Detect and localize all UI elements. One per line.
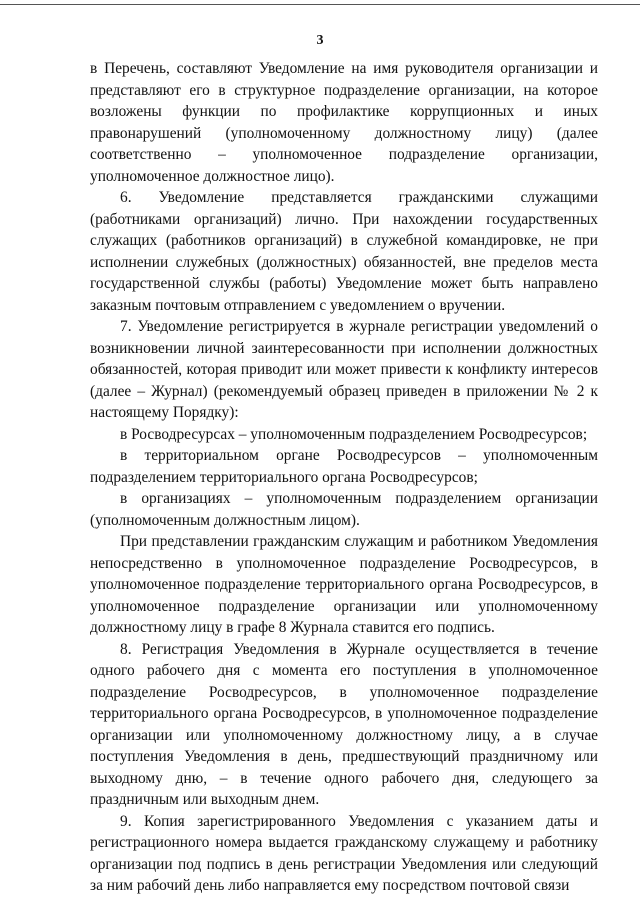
page-number: 3 (316, 33, 324, 48)
paragraph-item-9: 9. Копия зарегистрированного Уведомления с указанием даты и регистрационного номера выдается гражданскому служащему и работнику организации под подпись в день регистрации Уведомления или следующий за ним рабочий день либо направляется ему посредством почтовой связи (90, 812, 598, 894)
paragraph-item-8: 8. Регистрация Уведомления в Журнале осуществляется в течение одного рабочего дня с момента его поступления в уполномоченное подразделение Росводресурсов, в уполномоченное подразделение территориального органа Росводресурсов, в уполномоченное подразделение организации или уполномоченному должностному лицу, а в случае поступления Уведомления в день, предшествующий праздничному или выходному дню, – в течение одного рабочего дня, следующего за праздничным или выходным днем. (90, 640, 598, 808)
paragraph-item-6: 6. Уведомление представляется гражданскими служащими (работниками организаций) лично. При нахождении государственных служащих (работников организаций) в служебной командировке, не при исполнении служебных (должностных) обязанностей, вне пределов места государственной службы (работы) Уведомление может быть направлено заказным почтовым отправлением с уведомлением о вручении. (90, 189, 598, 314)
paragraph-signature-rule: При представлении гражданским служащим и работником Уведомления непосредственно в уполномоченное подразделение Росводресурсов, в уполномоченное подразделение территориального органа Росводресурсов, в уполномоченное подразделение организации или уполномоченному должностному лицу в графе 8 Журнала ставится его подпись. (90, 533, 598, 636)
paragraph-list-territorial-organ: в территориальном органе Росводресурсов – уполномоченным подразделением территориального органа Росводресурсов; (90, 447, 598, 486)
top-edge-line (0, 4, 640, 5)
document-body (90, 58, 598, 897)
paragraph-item-7: 7. Уведомление регистрируется в журнале регистрации уведомлений о возникновении личной заинтересованности при исполнении должностных обязанностей, которая приводит или может привести к конфликту интересов (далее – Журнал) (рекомендуемый образец приведен в приложении № 2 к настоящему Порядку): (90, 318, 598, 421)
paragraph-continuation: в Перечень, составляют Уведомление на имя руководителя организации и представляют его в структурное подразделение организации, на которое возложены функции по профилактике коррупционных и иных правонарушений (уполномоченному должностному лицу) (далее соответственно – уполномоченное подразделение организации, уполномоченное должностное лицо). (90, 60, 598, 185)
paragraph-list-organizations: в организациях – уполномоченным подразделением организации (уполномоченным должностным лицом). (90, 490, 598, 529)
paragraph-list-rosvodresursy: в Росводресурсах – уполномоченным подразделением Росводресурсов; (120, 425, 588, 443)
